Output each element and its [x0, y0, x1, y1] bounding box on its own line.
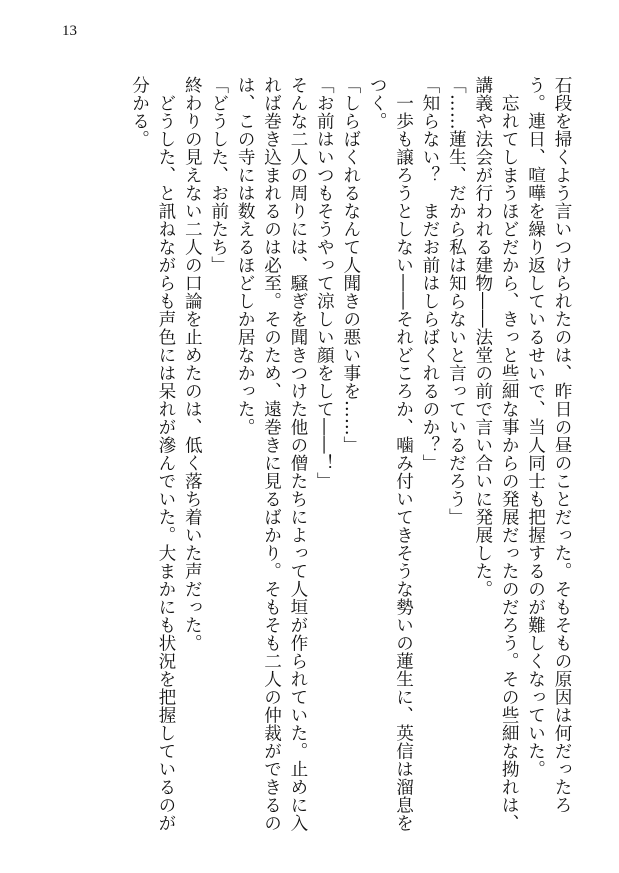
- paragraph: 「お前はいつもそうやって涼しい顔をして――！」: [314, 76, 335, 490]
- paragraph: 「しらばくれるなんて人聞きの悪い事を……」: [340, 76, 361, 454]
- paragraph: 「どうした、お前たち」: [208, 76, 229, 274]
- paragraph: 石段を掃くよう言いつけられたのは、昨日の昼のことだった。そもそもの原因は何だったろう。連日、喧嘩を繰り返しているせいで、当人同士も把握するのが難しくなっていた。: [525, 76, 572, 814]
- page-number: 13: [62, 23, 77, 39]
- paragraph: 忘れてしまうほどだから、きっと些細な事からの発展だったのだろう。その些細な拗れは、講義や法会が行われる建物――法堂の前で言い合いに発展した。: [472, 76, 520, 832]
- paragraph: 一歩も譲ろうとしない――それどころか、噛み付いてきそうな勢いの蓮生に、英信は溜息をつく。: [367, 76, 414, 832]
- paragraph: どうした、と訊ねながらも声色には呆れが滲んでいた。大まかにも状況を把握しているのが分かる。: [129, 76, 176, 832]
- body-text: [126, 76, 575, 836]
- paragraph: 終わりの見えない二人の口論を止めたのは、低く落ち着いた声だった。: [182, 76, 203, 652]
- paragraph: 「知らない？ まだお前はしらばくれるのか？」: [419, 76, 440, 472]
- paragraph: そんな二人の周りには、騒ぎを聞きつけた他の僧たちによって人垣が作られていた。止めに入れば巻き込まれるのは必至。そのため、遠巻きに見るばかり。そもそも二人の仲裁ができるのは、この寺には数えるほどしか居なかった。: [235, 76, 308, 832]
- paragraph: 「……蓮生、だから私は知らないと言っているだろう」: [446, 76, 467, 526]
